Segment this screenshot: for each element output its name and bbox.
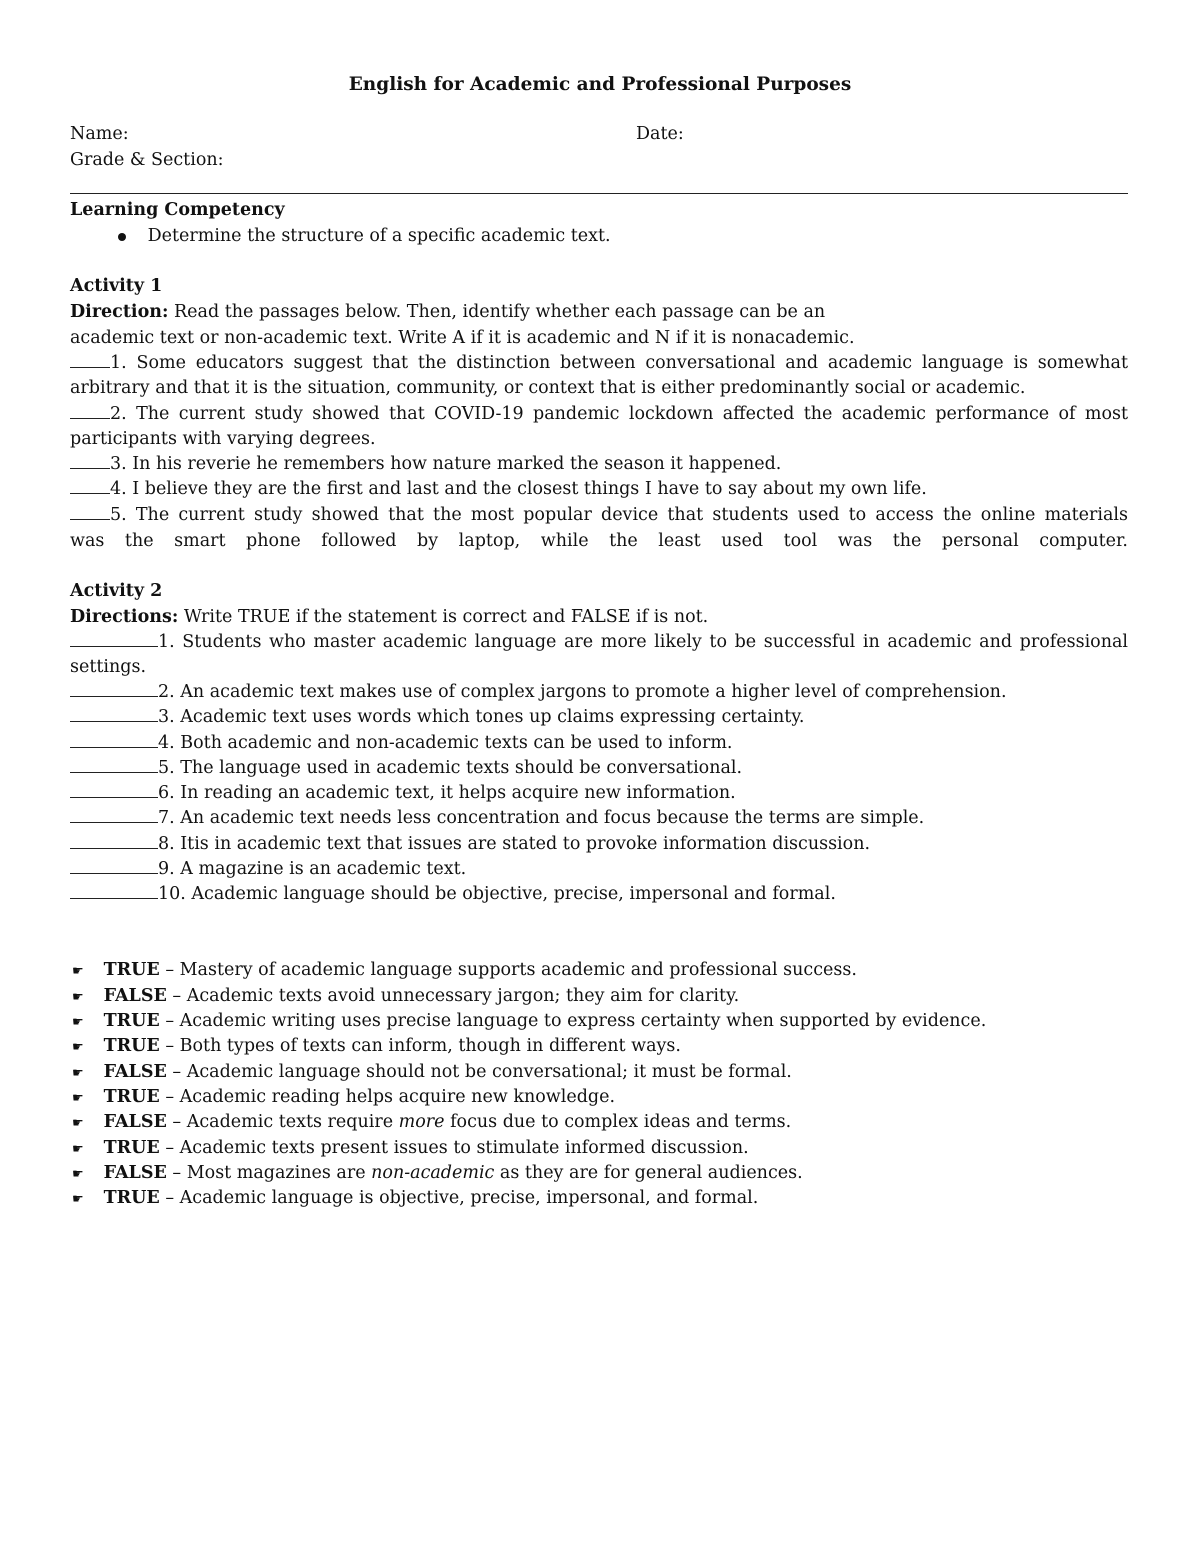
answer-verdict: TRUE	[103, 1188, 160, 1208]
activity1-direction	[70, 302, 825, 322]
activity2-direction	[70, 607, 708, 627]
answer-blank[interactable]	[70, 454, 110, 469]
activity1-direction-line2: academic text or non-academic text. Write A if it is academic and N if it is nonacademic.	[70, 328, 855, 348]
item-text: 1. Some educators suggest that the distinction between conversational and academic language is somewhat	[110, 353, 1128, 373]
item-text: 1. Students who master academic language are more likely to be successful in academic and professional	[158, 632, 1128, 652]
activity2-item-9	[70, 859, 466, 879]
answer-verdict: FALSE	[103, 1062, 167, 1082]
item-text: 2. An academic text makes use of complex jargons to promote a higher level of comprehension.	[158, 682, 1007, 702]
answer-text-tail: focus due to complex ideas and terms.	[444, 1112, 792, 1132]
pointing-hand-icon: ☛	[72, 1192, 84, 1207]
pointing-hand-icon: ☛	[72, 1142, 84, 1157]
pointing-hand-icon: ☛	[72, 1167, 84, 1182]
item-text: 5. The language used in academic texts should be conversational.	[158, 758, 743, 778]
item-text: 8. Itis in academic text that issues are stated to provoke information discussion.	[158, 834, 871, 854]
answer-4	[72, 1036, 681, 1056]
competency-item	[118, 226, 611, 246]
answer-10	[72, 1188, 758, 1208]
activity1-direction-text: Read the passages below. Then, identify whether each passage can be an	[174, 302, 826, 322]
answer-1	[72, 960, 857, 980]
answer-verdict: TRUE	[103, 960, 160, 980]
bullet-icon	[118, 233, 126, 241]
competency-text: Determine the structure of a specific academic text.	[147, 226, 611, 246]
answer-text: – Mastery of academic language supports academic and professional success.	[165, 960, 857, 980]
answer-blank[interactable]	[70, 859, 158, 874]
activity2-item-1	[70, 632, 1128, 652]
activity2-item-7	[70, 808, 924, 828]
answer-verdict: TRUE	[103, 1036, 160, 1056]
answer-8	[72, 1138, 749, 1158]
pointing-hand-icon: ☛	[72, 1040, 84, 1055]
pointing-hand-icon: ☛	[72, 1116, 84, 1131]
document-title: English for Academic and Professional Purposes	[348, 74, 852, 95]
grade-section-label: Grade & Section:	[70, 150, 224, 170]
answer-blank[interactable]	[70, 479, 110, 494]
activity2-item-1-cont: settings.	[70, 657, 147, 677]
pointing-hand-icon: ☛	[72, 1091, 84, 1106]
pointing-hand-icon: ☛	[72, 964, 84, 979]
answer-text: – Both types of texts can inform, though in different ways.	[165, 1036, 681, 1056]
answer-blank[interactable]	[70, 682, 158, 697]
activity2-item-4	[70, 733, 732, 753]
activity1-item-5	[70, 505, 1128, 525]
answer-verdict: FALSE	[103, 986, 167, 1006]
answer-blank[interactable]	[70, 758, 158, 773]
answer-verdict: TRUE	[103, 1087, 160, 1107]
answer-blank[interactable]	[70, 505, 110, 520]
activity1-item-3	[70, 454, 781, 474]
answer-text: – Academic texts require	[172, 1112, 399, 1132]
activity1-item-2-cont: participants with varying degrees.	[70, 429, 376, 449]
answer-5	[72, 1062, 792, 1082]
competency-heading: Learning Competency	[70, 200, 285, 220]
answer-text-tail: as they are for general audiences.	[494, 1163, 803, 1183]
activity2-item-5	[70, 758, 742, 778]
answer-blank[interactable]	[70, 808, 158, 823]
activity2-item-3	[70, 707, 804, 727]
answer-text: – Academic reading helps acquire new knowledge.	[165, 1087, 616, 1107]
answer-verdict: TRUE	[103, 1011, 160, 1031]
answer-verdict: TRUE	[103, 1138, 160, 1158]
activity1-item-1	[70, 353, 1128, 373]
answer-blank[interactable]	[70, 884, 158, 899]
answer-emphasis: more	[398, 1112, 445, 1132]
item-text: 3. In his reverie he remembers how nature marked the season it happened.	[110, 454, 782, 474]
answer-blank[interactable]	[70, 834, 158, 849]
activity2-direction-text: Write TRUE if the statement is correct and FALSE if is not.	[183, 607, 709, 627]
item-text: 9. A magazine is an academic text.	[158, 859, 467, 879]
name-label: Name:	[70, 124, 129, 144]
answer-verdict: FALSE	[103, 1112, 167, 1132]
answer-text: – Academic texts avoid unnecessary jargon; they aim for clarity.	[172, 986, 740, 1006]
date-label: Date:	[636, 124, 684, 144]
item-text: 4. I believe they are the first and last and the closest things I have to say about my own life.	[110, 479, 927, 499]
answer-text: – Academic texts present issues to stimulate informed discussion.	[165, 1138, 749, 1158]
answer-text: – Academic language should not be conversational; it must be formal.	[172, 1062, 792, 1082]
activity1-direction-label: Direction:	[70, 302, 169, 322]
item-text: 10. Academic language should be objective, precise, impersonal and formal.	[158, 884, 836, 904]
activity2-direction-label: Directions:	[70, 607, 179, 627]
activity1-item-5-cont: was the smart phone followed by laptop, while the least used tool was the personal computer.	[70, 531, 1128, 551]
pointing-hand-icon: ☛	[72, 1015, 84, 1030]
answer-text: – Academic language is objective, precise, impersonal, and formal.	[165, 1188, 759, 1208]
answer-emphasis: non-academic	[371, 1163, 495, 1183]
answer-7	[72, 1112, 791, 1132]
answer-text: – Most magazines are	[172, 1163, 372, 1183]
activity2-item-8	[70, 834, 870, 854]
activity1-heading: Activity 1	[70, 276, 163, 296]
item-text: 7. An academic text needs less concentration and focus because the terms are simple.	[158, 808, 925, 828]
pointing-hand-icon: ☛	[72, 990, 84, 1005]
answer-text: – Academic writing uses precise language to express certainty when supported by evidence.	[165, 1011, 987, 1031]
header-divider	[70, 193, 1128, 194]
answer-blank[interactable]	[70, 783, 158, 798]
pointing-hand-icon: ☛	[72, 1066, 84, 1081]
activity2-item-2	[70, 682, 1007, 702]
activity1-item-2	[70, 404, 1128, 424]
answer-6	[72, 1087, 615, 1107]
answer-3	[72, 1011, 986, 1031]
item-text: 5. The current study showed that the most popular device that students used to access the online materials	[110, 505, 1128, 525]
item-text: 6. In reading an academic text, it helps acquire new information.	[158, 783, 736, 803]
item-text: 3. Academic text uses words which tones up claims expressing certainty.	[158, 707, 805, 727]
activity1-item-1-cont: arbitrary and that it is the situation, community, or context that is either predominantly social or academic.	[70, 378, 1026, 398]
answer-verdict: FALSE	[103, 1163, 167, 1183]
answer-blank[interactable]	[70, 404, 110, 419]
activity1-item-4	[70, 479, 927, 499]
item-text: 2. The current study showed that COVID-19 pandemic lockdown affected the academic performance of most	[110, 404, 1128, 424]
answer-blank[interactable]	[70, 632, 158, 647]
answer-blank[interactable]	[70, 733, 158, 748]
answer-blank[interactable]	[70, 707, 158, 722]
activity2-item-10	[70, 884, 836, 904]
activity2-item-6	[70, 783, 736, 803]
item-text: 4. Both academic and non-academic texts can be used to inform.	[158, 733, 733, 753]
answer-blank[interactable]	[70, 353, 110, 368]
answer-9	[72, 1163, 803, 1183]
activity2-heading: Activity 2	[70, 581, 163, 601]
answer-2	[72, 986, 739, 1006]
